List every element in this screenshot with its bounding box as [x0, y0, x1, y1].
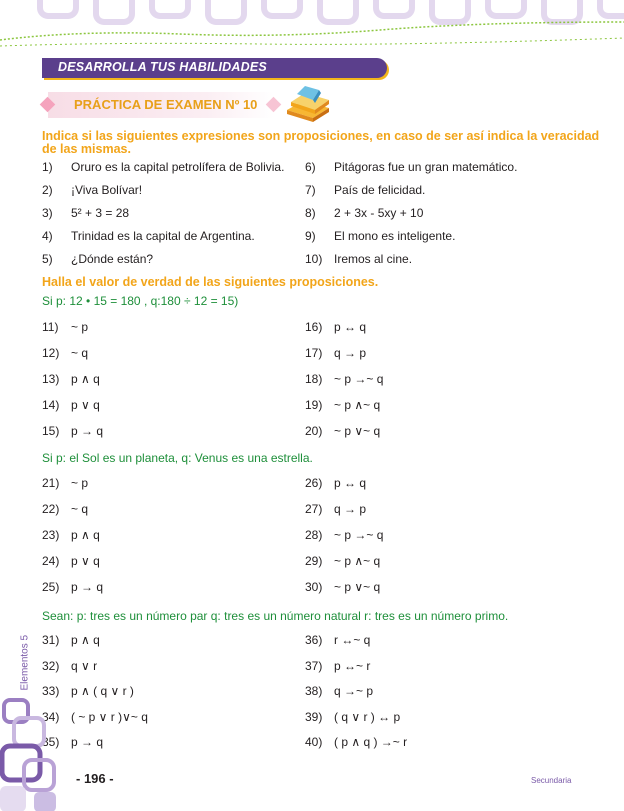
exercise-text: ~ p ∨~ q	[334, 424, 381, 438]
exercise-number: 11)	[42, 320, 59, 334]
instruction-1: Indica si las siguientes expresiones son proposiciones, en caso de ser así indica la veracidad de las mismas.	[42, 129, 600, 156]
section-label: Secundaria	[531, 776, 572, 785]
exercise-text: q → p	[334, 502, 367, 516]
page-number: - 196 -	[76, 771, 114, 786]
banner-title: DESARROLLA TUS HABILIDADES	[58, 60, 267, 74]
exercise-text: p → q	[71, 580, 104, 594]
corner-decoration	[0, 600, 70, 811]
side-label: Elementos 5	[19, 634, 31, 691]
premise-3: Si p: el Sol es un planeta, q: Venus es una estrella.	[42, 451, 313, 465]
exercise-text: q → p	[334, 346, 367, 360]
exercise-number: 26)	[305, 476, 323, 490]
exercise-number: 28)	[305, 528, 323, 542]
exercise-number: 21)	[42, 476, 60, 490]
exercise-number: 16)	[305, 320, 323, 334]
exercise-text: ~ p →~ q	[334, 372, 384, 386]
exercise-number: 3)	[42, 206, 53, 220]
exercise-text: País de felicidad.	[334, 183, 426, 197]
exercise-number: 25)	[42, 580, 60, 594]
exercise-number: 7)	[305, 183, 316, 197]
exercise-number: 10)	[305, 252, 323, 266]
premise-4: Sean: p: tres es un número par q: tres es un número natural r: tres es un número primo.	[42, 609, 509, 623]
exercise-text: Iremos al cine.	[334, 252, 413, 266]
premise-2: Si p: 12 • 15 = 180 , q:180 ÷ 12 = 15)	[42, 294, 239, 308]
exercise-number: 39)	[305, 709, 323, 724]
exercise-text: p ↔ q	[334, 476, 367, 490]
exercise-number: 20)	[305, 424, 323, 438]
exercise-number: 8)	[305, 206, 316, 220]
header-decoration	[0, 0, 624, 52]
exercise-number: 13)	[42, 372, 60, 386]
exercise-number: 27)	[305, 502, 323, 516]
exercise-text: r ↔~ q	[334, 633, 371, 647]
exercise-number: 19)	[305, 398, 323, 412]
side-label-box	[14, 620, 34, 700]
exercise-number: 14)	[42, 398, 60, 412]
exercise-number: 34)	[42, 709, 60, 724]
exercise-number: 33)	[42, 684, 60, 698]
exercise-number: 24)	[42, 554, 60, 568]
diamond-left-icon	[40, 97, 56, 113]
exercise-text: ~ p ∧~ q	[334, 554, 381, 568]
exercise-text: p ↔~ r	[334, 658, 371, 673]
exercise-text: 5² + 3 = 28	[71, 206, 130, 220]
exercise-text: ~ q	[71, 346, 89, 360]
exercise-number: 18)	[305, 372, 323, 386]
exercise-number: 17)	[305, 346, 323, 360]
exercise-text: q →~ p	[334, 684, 374, 698]
exercise-text: ¡Viva Bolívar!	[71, 183, 143, 197]
practice-title: PRÁCTICA DE EXAMEN Nº 10	[74, 97, 258, 112]
exercise-number: 30)	[305, 580, 323, 594]
exercise-text: ~ p ∨~ q	[334, 580, 381, 594]
instruction-2: Halla el valor de verdad de las siguientes proposiciones.	[42, 275, 379, 289]
exercise-text: p → q	[71, 735, 104, 749]
exercise-text: Trinidad es la capital de Argentina.	[71, 229, 255, 243]
exercise-text: p ∨ q	[71, 398, 100, 412]
exercise-text: El mono es inteligente.	[334, 229, 456, 243]
exercise-text: p ∧ ( q ∨ r )	[71, 684, 134, 698]
exercise-text: ~ p	[71, 320, 89, 334]
books-icon	[283, 84, 333, 124]
exercise-text: p → q	[71, 424, 104, 438]
exercise-text: ¿Dónde están?	[71, 252, 154, 266]
exercise-text: ~ p →~ q	[334, 528, 384, 542]
exercise-number: 35)	[42, 735, 60, 749]
exercise-number: 4)	[42, 229, 53, 243]
exercise-number: 22)	[42, 502, 60, 516]
exercise-text: q ∨ r	[71, 658, 98, 673]
exercise-number: 29)	[305, 554, 323, 568]
exercise-number: 15)	[42, 424, 60, 438]
exercise-number: 6)	[305, 160, 316, 174]
practice-title-box	[48, 92, 274, 118]
exercise-number: 31)	[42, 633, 60, 647]
exercise-text: ~ p	[71, 476, 89, 490]
exercise-number: 40)	[305, 735, 323, 749]
exercise-number: 23)	[42, 528, 60, 542]
exercise-text: ( p ∧ q ) →~ r	[334, 735, 408, 749]
exercise-text: ( ~ p ∨ r )∨~ q	[71, 709, 148, 724]
exercise-text: p ↔ q	[334, 320, 367, 334]
exercise-number: 36)	[305, 633, 323, 647]
exercise-number: 12)	[42, 346, 60, 360]
section-banner	[42, 58, 387, 78]
exercise-number: 2)	[42, 183, 53, 197]
exercise-text: Pitágoras fue un gran matemático.	[334, 160, 518, 174]
exercise-number: 5)	[42, 252, 53, 266]
exercise-text: p ∧ q	[71, 528, 100, 542]
exercise-text: ( q ∨ r ) ↔ p	[334, 709, 401, 724]
exercise-text: p ∧ q	[71, 372, 100, 386]
exercise-number: 9)	[305, 229, 316, 243]
exercise-number: 32)	[42, 658, 60, 673]
exercise-text: 2 + 3x - 5xy + 10	[334, 206, 424, 220]
exercise-text: Oruro es la capital petrolífera de Bolivia.	[71, 160, 285, 174]
exercise-text: p ∨ q	[71, 554, 100, 568]
exercise-number: 38)	[305, 684, 323, 698]
exercise-number: 37)	[305, 658, 323, 673]
exercise-text: p ∧ q	[71, 633, 100, 647]
exercise-text: ~ p ∧~ q	[334, 398, 381, 412]
diamond-right-icon	[266, 97, 282, 113]
exercise-number: 1)	[42, 160, 53, 174]
exercise-text: ~ q	[71, 502, 89, 516]
